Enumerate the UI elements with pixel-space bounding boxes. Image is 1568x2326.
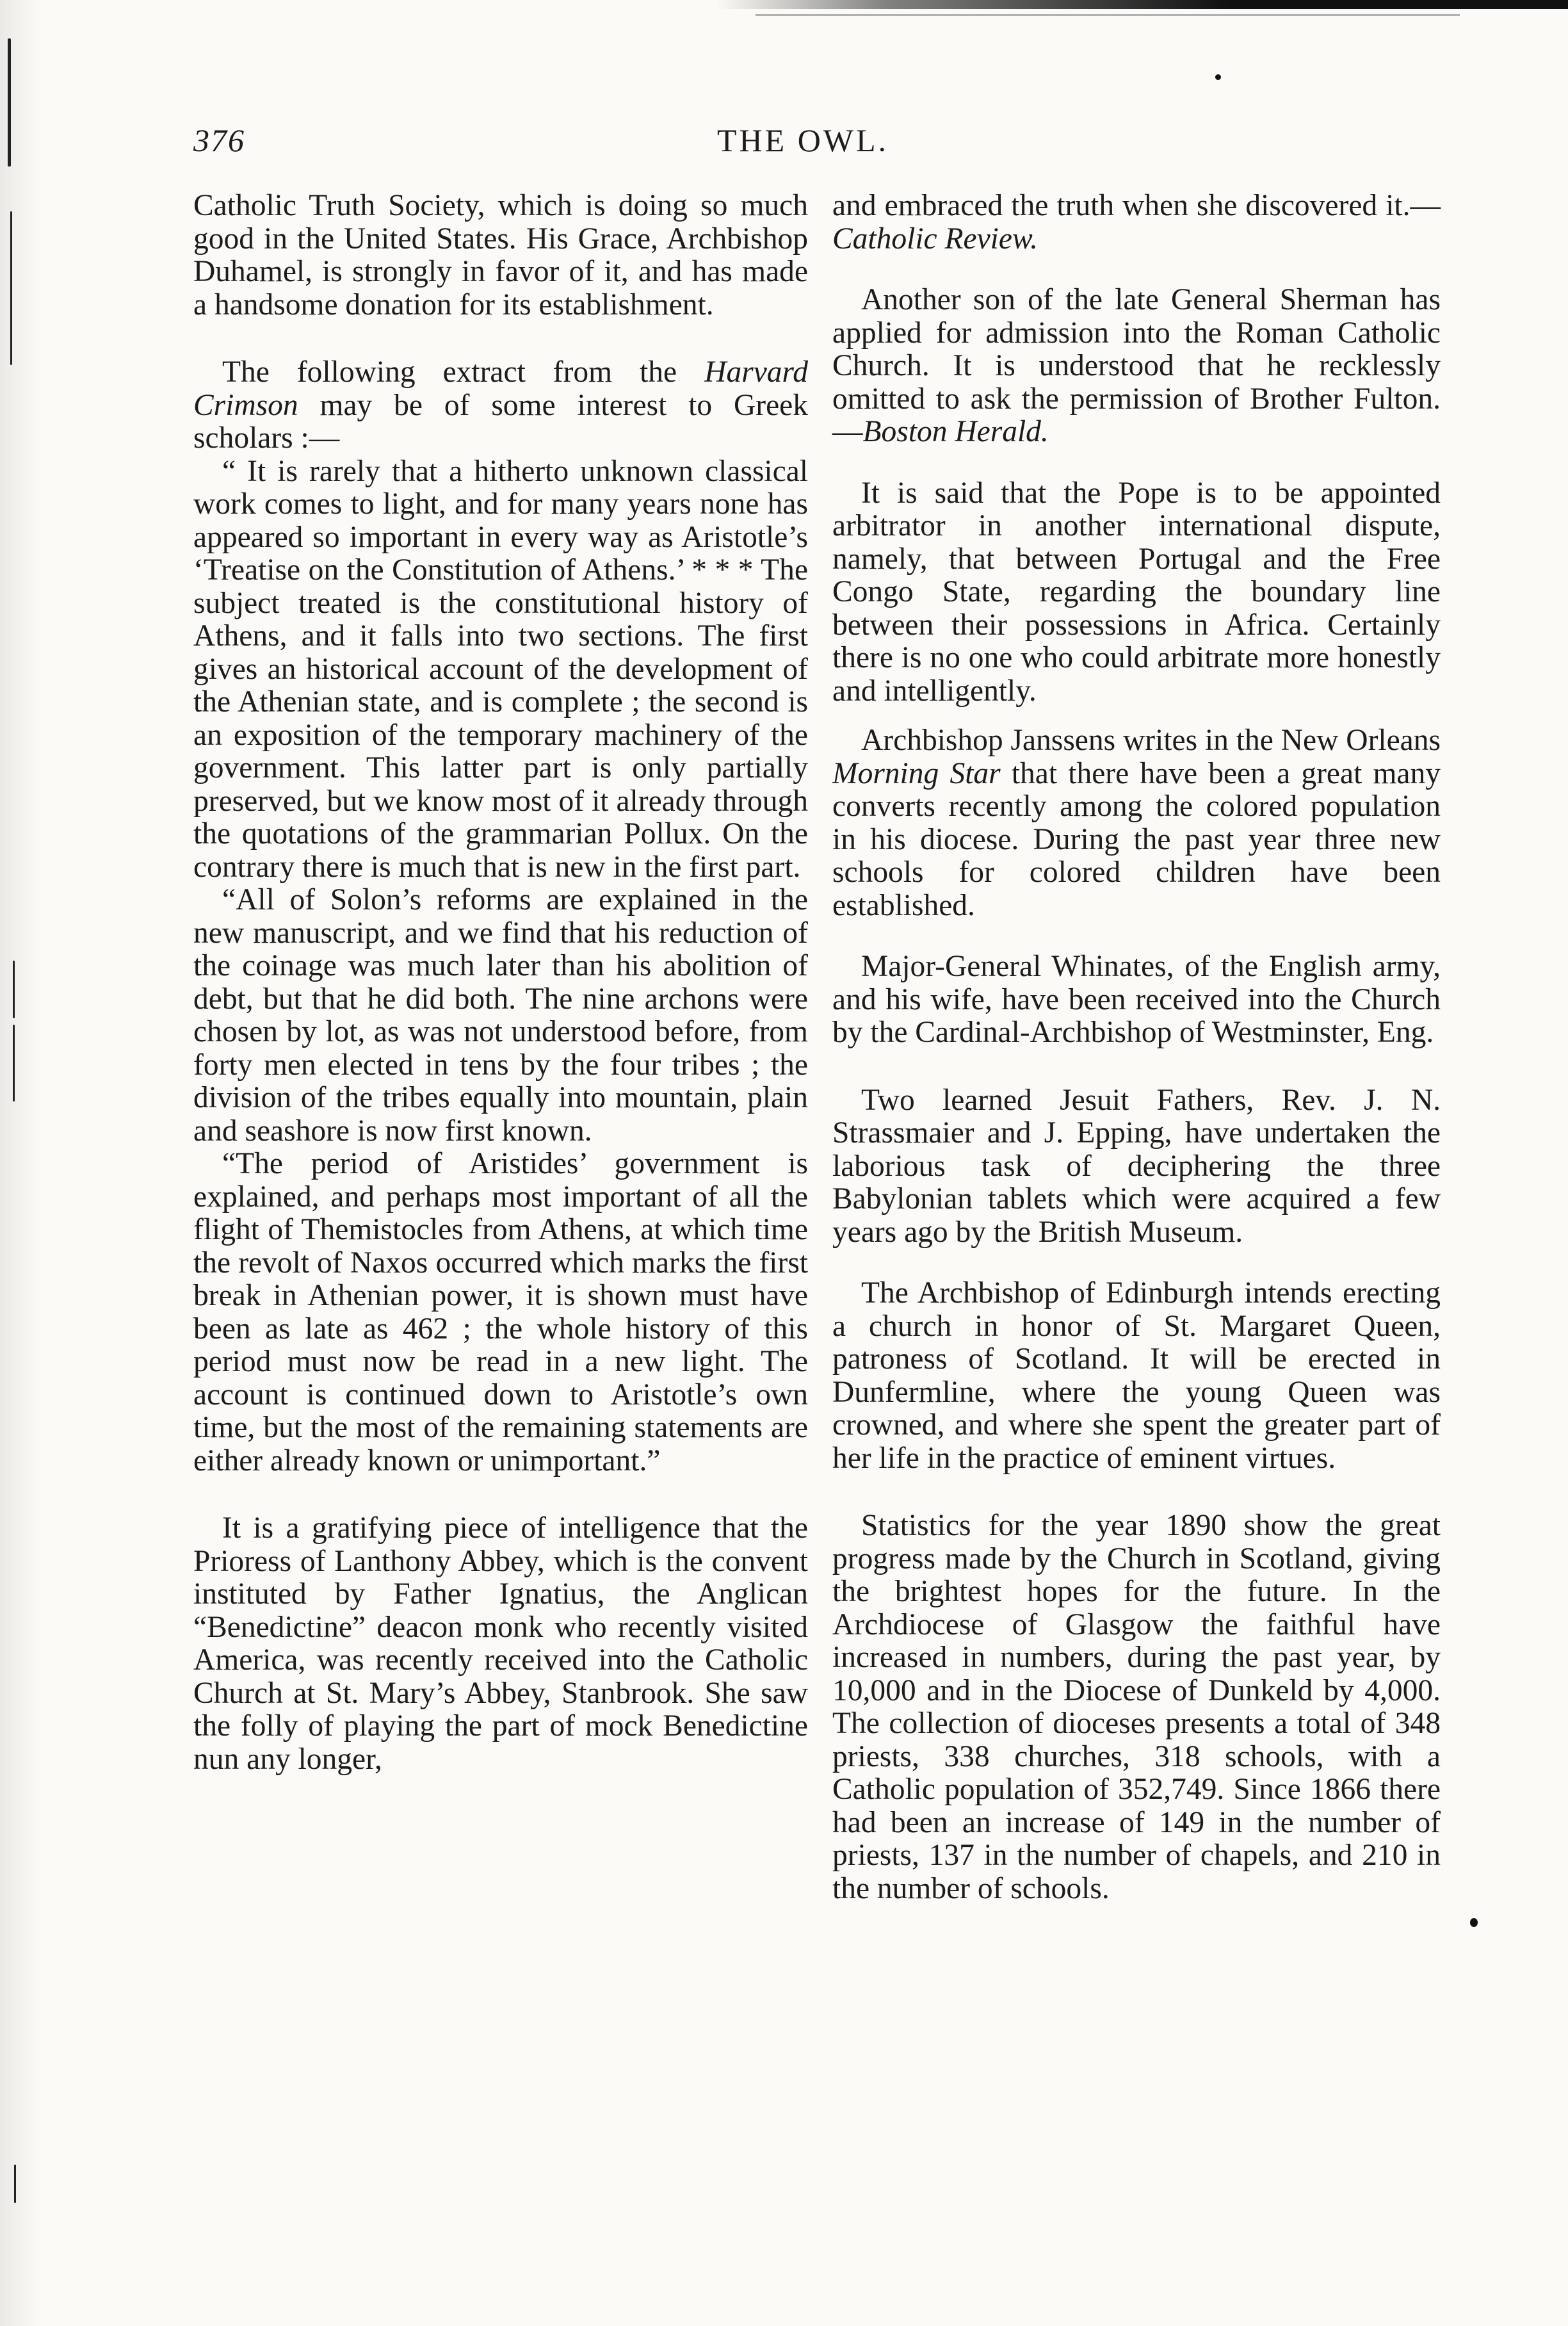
paragraph xyxy=(832,284,1441,449)
paragraph xyxy=(832,724,1441,922)
binding-mark xyxy=(13,1025,15,1102)
binding-mark xyxy=(8,38,11,167)
publication-title: Morning Star xyxy=(832,756,1001,790)
top-rule xyxy=(717,0,1568,9)
quotation-paragraph: “The period of Aristides’ government is explained, and perhaps most important of all the flight of Themistocles from Athens, at which time the revolt of Naxos occurred which marks the first break in Athenian power, it is shown must have been as late as 462 ; the whole history of this period must now be read in a new light. The account is continued down to Aristotle’s own time, but the most of the remaining statements are either already known or unimportant.” xyxy=(193,1147,808,1477)
source-citation: Boston Herald. xyxy=(862,415,1049,448)
text-run: and embraced the truth when she discovered it.— xyxy=(832,189,1441,222)
paragraph: The Archbishop of Edinburgh intends erecting a church in honor of St. Margaret Queen, patroness of Scotland. It will be erected in Dunfermline, where the young Queen was crowned, and where she spent the greater part of her life in the practice of eminent virtues. xyxy=(832,1276,1441,1475)
paragraph xyxy=(193,356,808,455)
quotation-paragraph: “ It is rarely that a hitherto unknown classical work comes to light, and for many years none has appeared so important in every way as Aristotle’s ‘Treatise on the Constitution of Athens.’ * * * The subject treated is the constitutional history of Athens, and it falls into two sections. The first gives an historical account of the development of the Athenian state, and is complete ; the second is an exposition of the temporary machinery of the government. This latter part is only partially preserved, but we know most of it already through the quotations of the grammarian Pollux. On the contrary there is much that is new in the first part. xyxy=(193,454,808,884)
paragraph: It is said that the Pope is to be appointed arbitrator in another international dispute, namely, that between Portugal and the Free Congo State, regarding the boundary line between their possessions in Africa. Certainly there is no one who could arbitrate more honestly and intelligently. xyxy=(832,476,1441,708)
right-column xyxy=(832,190,1441,1905)
paragraph: Catholic Truth Society, which is doing so much good in the United States. His Grace, Archbishop Duhamel, is strongly in favor of it, and has made a handsome donation for its establishment. xyxy=(193,189,808,321)
text-run: Another son of the late General Sherman has applied for admission into the Roman Catholic Church. It is understood that he recklessly omitted to ask the permission of Brother Fulton.— xyxy=(832,283,1441,448)
text-run: Archbishop Janssens writes in the New Orleans xyxy=(861,724,1441,757)
text-run: may be of some interest to Greek scholars :— xyxy=(193,388,808,455)
text-run: that there have been a great many converts recently among the colored population in his diocese. During the past year three new schools for colored children have been established. xyxy=(832,756,1441,922)
paragraph xyxy=(832,190,1441,256)
binding-mark xyxy=(10,211,12,365)
running-title: THE OWL. xyxy=(717,122,889,158)
top-rule-thin xyxy=(756,14,1460,16)
binding-mark xyxy=(13,961,15,1018)
publication-title: Harvard Crimson xyxy=(193,355,809,422)
paragraph: Major-General Whinates, of the English army, and his wife, have been received into the Church by the Cardinal-Archbishop of Westminster, Eng. xyxy=(832,950,1441,1049)
ink-speck xyxy=(1215,74,1221,80)
binding-mark xyxy=(14,2165,16,2203)
paragraph: Statistics for the year 1890 show the great progress made by the Church in Scotland, giving the brightest hopes for the future. In the Archdiocese of Glasgow the faithful have increased in numbers, during the past year, by 10,000 and in the Diocese of Dunkeld by 4,000. The collection of dioceses presents a total of 348 priests, 338 churches, 318 schools, with a Catholic population of 352,749. Since 1866 there had been an increase of 149 in the number of priests, 137 in the number of chapels, and 210 in the number of schools. xyxy=(832,1509,1441,1905)
ink-speck xyxy=(1470,1918,1478,1927)
quotation-paragraph: “All of Solon’s reforms are explained in the new manuscript, and we find that his reduction of the coinage was much later than his abolition of debt, but that he did both. The nine archons were chosen by lot, as was not understood before, from forty men elected in tens by the four tribes ; the division of the tribes equally into mountain, plain and seashore is now first known. xyxy=(193,883,808,1148)
source-citation: Catholic Review. xyxy=(832,222,1038,256)
binding-shadow xyxy=(0,0,38,2326)
text-run: The following extract from the xyxy=(222,355,677,389)
left-column xyxy=(193,190,808,1776)
paragraph: Two learned Jesuit Fathers, Rev. J. N. Strassmaier and J. Epping, have undertaken the laborious task of deciphering the three Babylonian tablets which were acquired a few years ago by the British Museum. xyxy=(832,1083,1441,1249)
paragraph: It is a gratifying piece of intelligence that the Prioress of Lanthony Abbey, which is the convent instituted by Father Ignatius, the Anglican “Benedictine” deacon monk who recently visited America, was recently received into the Catholic Church at St. Mary’s Abbey, Stanbrook. She saw the folly of playing the part of mock Benedictine nun any longer, xyxy=(193,1511,808,1776)
page-number: 376 xyxy=(193,122,245,158)
